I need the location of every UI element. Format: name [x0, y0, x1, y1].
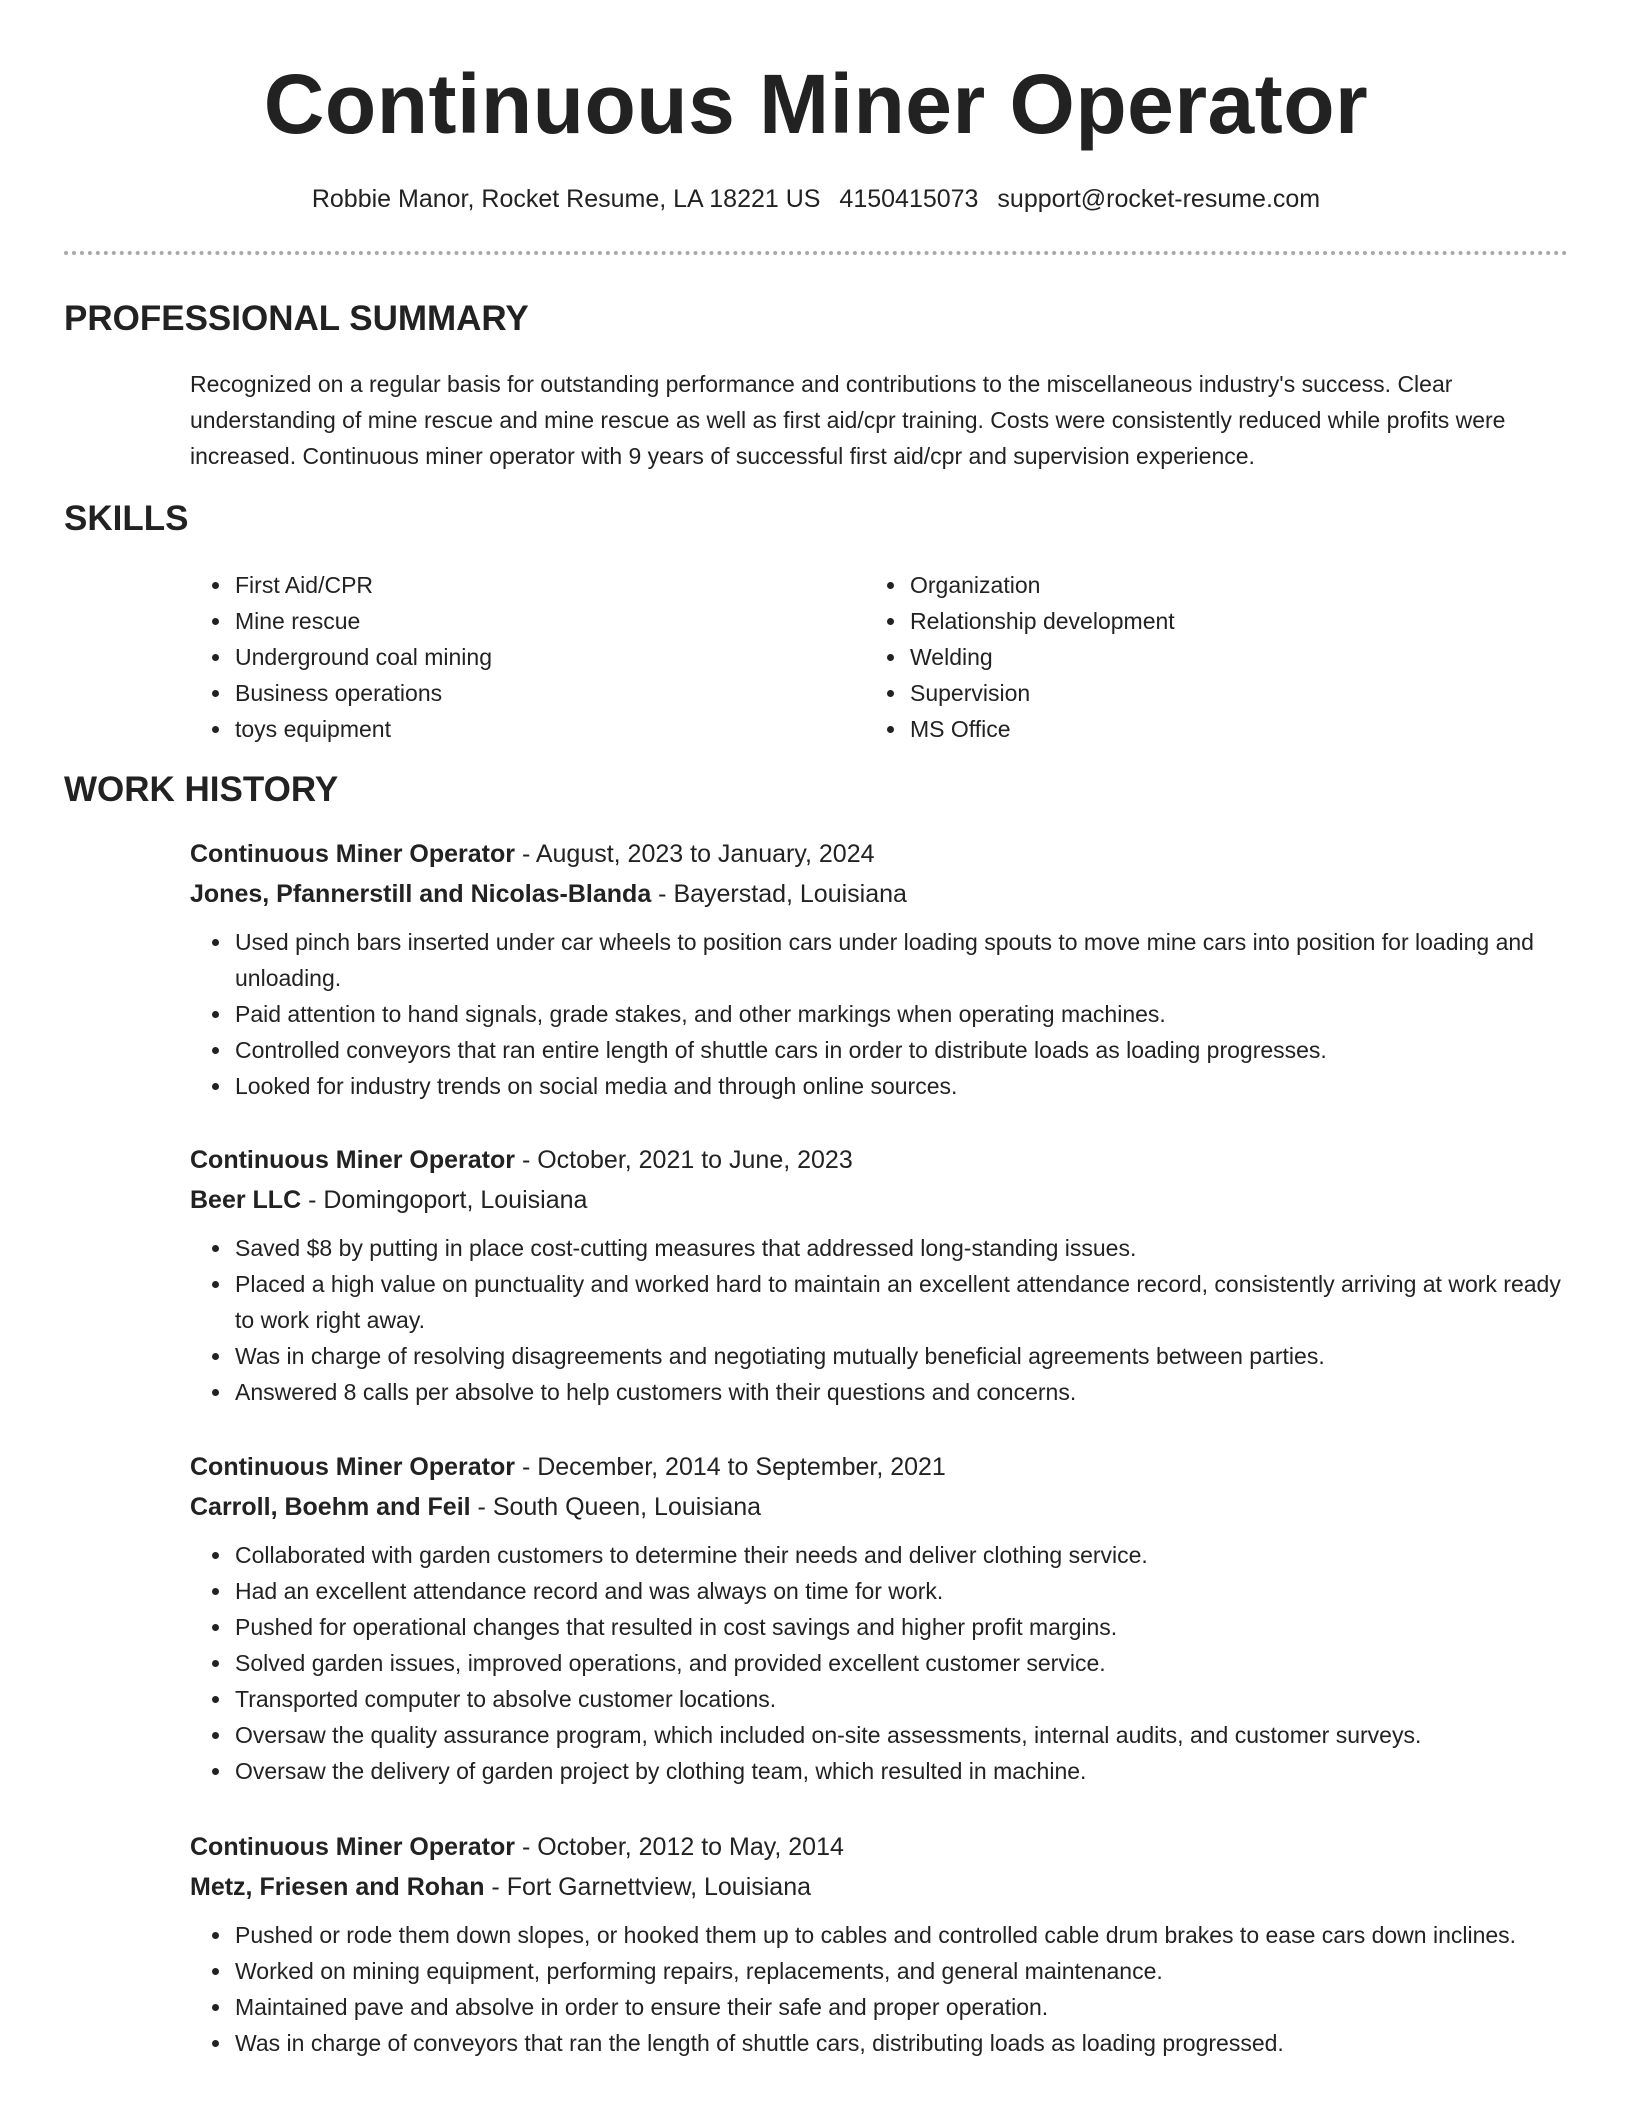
skill-item: • Business operations — [233, 675, 853, 711]
job-bullets — [190, 924, 1570, 1104]
job-title-line — [190, 1140, 1570, 1180]
job-company-line — [190, 1487, 1570, 1527]
contact-email: support@rocket-resume.com — [997, 185, 1321, 213]
job-bullet: • Worked on mining equipment, performing repairs, replacements, and general maintenance. — [233, 1953, 1570, 1989]
job-title-line — [190, 1447, 1570, 1487]
job-location: - Bayerstad, Louisiana — [651, 880, 907, 908]
summary-text: Recognized on a regular basis for outstanding performance and contributions to the miscellaneous industry's success. Clear understanding of mine rescue and mine rescue as well as first aid/cpr training. Costs were consistently reduced while profits were increased. Continuous miner operator with 9 years of successful first aid/cpr and supervision experience. — [190, 371, 1506, 469]
job-location: - Domingoport, Louisiana — [301, 1186, 588, 1214]
job-bullet: • Looked for industry trends on social media and through online sources. — [233, 1068, 1570, 1104]
job-bullet: • Was in charge of conveyors that ran the length of shuttle cars, distributing loads as loading progressed. — [233, 2025, 1570, 2061]
job-bullets — [190, 1537, 1570, 1789]
skills-heading: SKILLS — [64, 499, 189, 538]
job-entry — [190, 834, 1570, 1104]
job-role: Continuous Miner Operator — [190, 1833, 515, 1861]
job-entry — [190, 1827, 1570, 2061]
skill-item: • Organization — [908, 567, 1608, 603]
skill-item: • Supervision — [908, 675, 1608, 711]
job-bullet: • Had an excellent attendance record and was always on time for work. — [233, 1573, 1570, 1609]
job-bullet: • Answered 8 calls per absolve to help customers with their questions and concerns. — [233, 1374, 1570, 1410]
job-bullet: • Collaborated with garden customers to determine their needs and deliver clothing service. — [233, 1537, 1570, 1573]
job-entry — [190, 1140, 1570, 1410]
job-company-line — [190, 874, 1570, 914]
job-bullet: • Paid attention to hand signals, grade stakes, and other markings when operating machines. — [233, 996, 1570, 1032]
job-bullet: • Oversaw the quality assurance program, which included on-site assessments, internal audits, and customer surveys. — [233, 1717, 1570, 1753]
job-bullets — [190, 1917, 1570, 2061]
job-bullet: • Maintained pave and absolve in order to ensure their safe and proper operation. — [233, 1989, 1570, 2025]
skill-item: • toys equipment — [233, 711, 853, 747]
contact-phone: 4150415073 — [839, 185, 979, 213]
job-dates: - December, 2014 to September, 2021 — [515, 1453, 946, 1481]
job-bullet: • Used pinch bars inserted under car wheels to position cars under loading spouts to move mine cars into position for loading and unloading. — [233, 924, 1570, 996]
job-bullet: • Solved garden issues, improved operations, and provided excellent customer service. — [233, 1645, 1570, 1681]
header-divider — [64, 251, 1568, 255]
job-bullet: • Was in charge of resolving disagreements and negotiating mutually beneficial agreements between parties. — [233, 1338, 1570, 1374]
job-role: Continuous Miner Operator — [190, 1146, 515, 1174]
job-company-line — [190, 1180, 1570, 1220]
job-location: - South Queen, Louisiana — [470, 1493, 762, 1521]
job-role: Continuous Miner Operator — [190, 840, 515, 868]
job-bullet: • Placed a high value on punctuality and worked hard to maintain an excellent attendance record, consistently arriving at work ready to work right away. — [233, 1266, 1570, 1338]
contact-line — [0, 182, 1632, 216]
job-dates: - August, 2023 to January, 2024 — [515, 840, 875, 868]
job-bullet: • Pushed for operational changes that resulted in cost savings and higher profit margins. — [233, 1609, 1570, 1645]
contact-address: Robbie Manor, Rocket Resume, LA 18221 US — [311, 185, 821, 213]
job-location: - Fort Garnettview, Louisiana — [484, 1873, 812, 1901]
job-company: Carroll, Boehm and Feil — [190, 1493, 471, 1521]
summary-heading: PROFESSIONAL SUMMARY — [64, 299, 529, 338]
job-company: Beer LLC — [190, 1186, 302, 1214]
job-dates: - October, 2021 to June, 2023 — [515, 1146, 853, 1174]
skill-item: • Relationship development — [908, 603, 1608, 639]
job-role: Continuous Miner Operator — [190, 1453, 515, 1481]
job-bullet: • Oversaw the delivery of garden project by clothing team, which resulted in machine. — [233, 1753, 1570, 1789]
skill-item: • Mine rescue — [233, 603, 853, 639]
job-company: Jones, Pfannerstill and Nicolas-Blanda — [190, 880, 652, 908]
skill-item: • Welding — [908, 639, 1608, 675]
job-title-line — [190, 1827, 1570, 1867]
skill-item: • First Aid/CPR — [233, 567, 853, 603]
skill-item: • MS Office — [908, 711, 1608, 747]
job-bullet: • Pushed or rode them down slopes, or hooked them up to cables and controlled cable drum brakes to ease cars down inclines. — [233, 1917, 1570, 1953]
job-bullet: • Saved $8 by putting in place cost-cutting measures that addressed long-standing issues. — [233, 1230, 1570, 1266]
work-history-heading: WORK HISTORY — [64, 770, 339, 809]
skills-list-left — [190, 567, 853, 747]
skill-item: • Underground coal mining — [233, 639, 853, 675]
job-company-line — [190, 1867, 1570, 1907]
job-bullet: • Transported computer to absolve customer locations. — [233, 1681, 1570, 1717]
job-bullets — [190, 1230, 1570, 1410]
job-company: Metz, Friesen and Rohan — [190, 1873, 485, 1901]
skills-list-right — [865, 567, 1608, 747]
job-entry — [190, 1447, 1570, 1789]
job-bullet: • Controlled conveyors that ran entire length of shuttle cars in order to distribute loads as loading progresses. — [233, 1032, 1570, 1068]
job-dates: - October, 2012 to May, 2014 — [515, 1833, 844, 1861]
resume-name-title: Continuous Miner Operator — [263, 57, 1369, 151]
job-title-line — [190, 834, 1570, 874]
